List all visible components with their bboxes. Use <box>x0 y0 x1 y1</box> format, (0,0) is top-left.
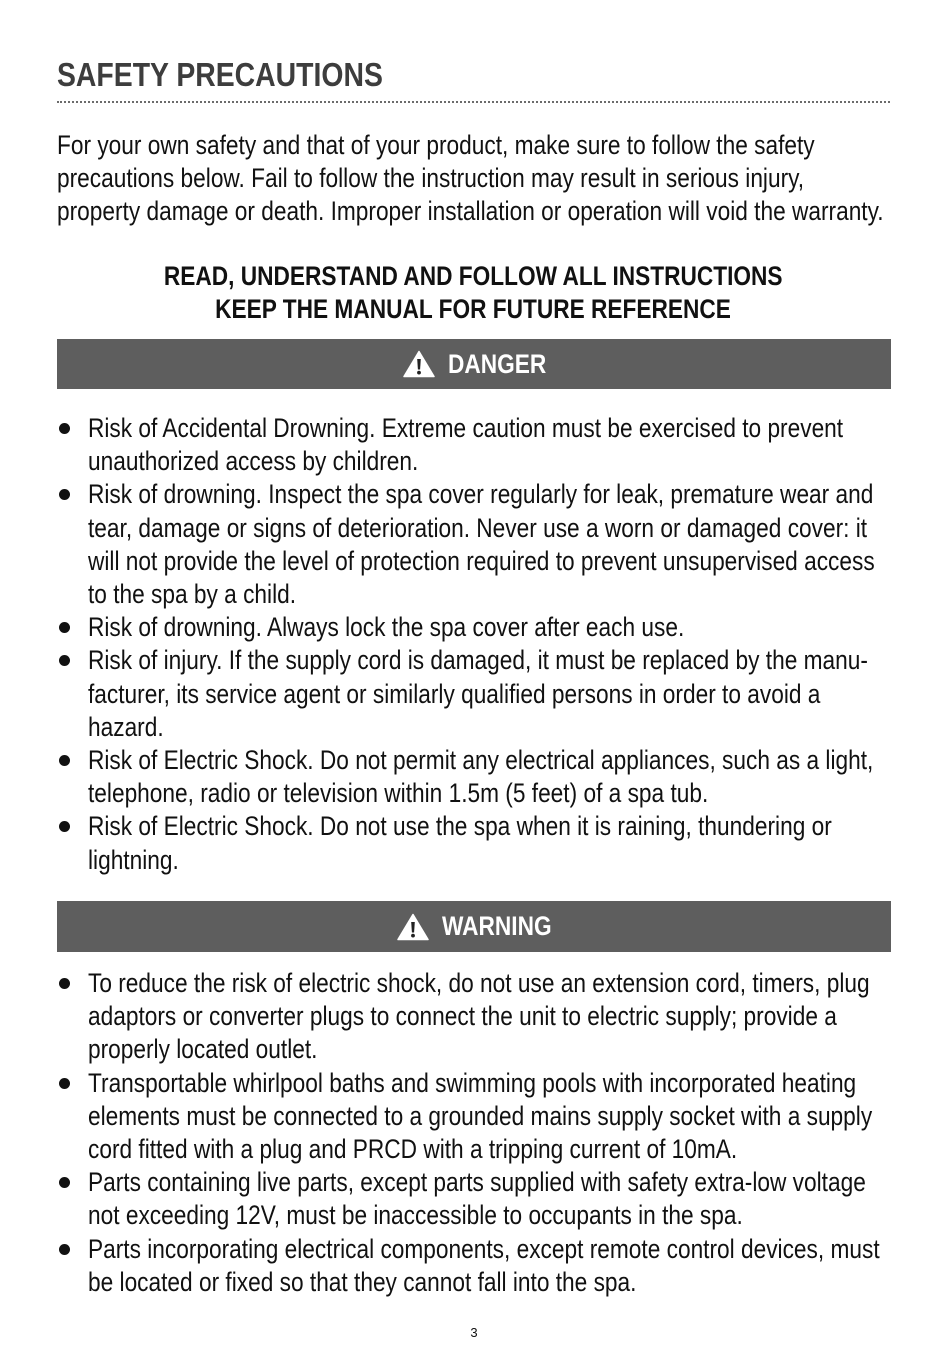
list-item <box>57 412 890 478</box>
instruction-notice <box>57 260 890 326</box>
list-item-text: Risk of Accidental Drowning. Extreme caution must be exercised to prevent unauthorized access by children. <box>88 413 844 477</box>
title-divider <box>57 101 890 103</box>
list-item-text: Risk of Electric Shock. Do not use the spa when it is raining, thundering or lightning. <box>88 811 832 875</box>
list-item-text: Risk of injury. If the supply cord is damaged, it must be replaced by the manu- facturer, its service agent or similarly qualified persons in order to avoid a hazard. <box>88 645 868 742</box>
warning-banner <box>57 901 891 952</box>
danger-list <box>57 412 890 877</box>
list-item <box>57 644 890 744</box>
bullet-icon <box>59 622 70 633</box>
danger-banner <box>57 339 891 389</box>
bullet-icon <box>59 1177 70 1188</box>
page-title: SAFETY PRECAUTIONS <box>57 56 383 93</box>
warning-list <box>57 967 890 1299</box>
notice-line-read-instructions: READ, UNDERSTAND AND FOLLOW ALL INSTRUCTIONS <box>164 261 783 291</box>
page-number: 3 <box>470 1325 478 1340</box>
list-item-text: Transportable whirlpool baths and swimming pools with incorporated heating elements must be connected to a grounded mains supply socket with a supply cord fitted with a plug and PRCD with a tripping current of 10mA. <box>88 1067 873 1165</box>
warning-label: WARNING <box>442 911 552 941</box>
intro-paragraph: For your own safety and that of your product, make sure to follow the safety precautions below. Fail to follow the instruction may result in serious injury, property damage or death. Improper installation or operation will void the warranty. <box>57 130 884 226</box>
bullet-icon <box>59 821 70 832</box>
bullet-icon <box>59 489 70 500</box>
bullet-icon <box>59 1244 70 1255</box>
list-item-text: Risk of drowning. Always lock the spa cover after each use. <box>88 612 685 643</box>
list-item-text: Risk of Electric Shock. Do not permit any electrical appliances, such as a light, telephone, radio or television within 1.5m (5 feet) of a spa tub. <box>88 745 874 809</box>
warning-triangle-icon <box>397 913 429 941</box>
list-item <box>57 810 890 876</box>
bullet-icon <box>59 423 70 434</box>
list-item-text: To reduce the risk of electric shock, do not use an extension cord, timers, plug adaptors or converter plugs to connect the unit to electric supply; provide a properly located outlet. <box>88 968 870 1065</box>
list-item-text: Parts containing live parts, except parts supplied with safety extra-low voltage not exceeding 12V, must be inaccessible to occupants in the spa. <box>88 1167 866 1231</box>
bullet-icon <box>59 655 70 666</box>
list-item <box>57 1166 890 1232</box>
list-item <box>57 967 890 1067</box>
list-item-text: Risk of drowning. Inspect the spa cover regularly for leak, premature wear and tear, damage or signs of deterioration. Never use a worn or damaged cover: it will not provide the level of protection required to prevent unsupervised access to the spa by a child. <box>88 479 875 610</box>
list-item <box>57 611 890 644</box>
bullet-icon <box>59 978 70 989</box>
list-item <box>57 1067 890 1167</box>
list-item-text: Parts incorporating electrical components, except remote control devices, must be located or fixed so that they cannot fall into the spa. <box>88 1233 880 1297</box>
warning-triangle-icon <box>403 350 435 378</box>
list-item <box>57 1233 890 1299</box>
list-item <box>57 478 890 611</box>
list-item <box>57 744 890 810</box>
bullet-icon <box>59 1078 70 1089</box>
notice-line-keep-manual: KEEP THE MANUAL FOR FUTURE REFERENCE <box>215 294 732 324</box>
danger-label: DANGER <box>448 349 547 379</box>
bullet-icon <box>59 755 70 766</box>
